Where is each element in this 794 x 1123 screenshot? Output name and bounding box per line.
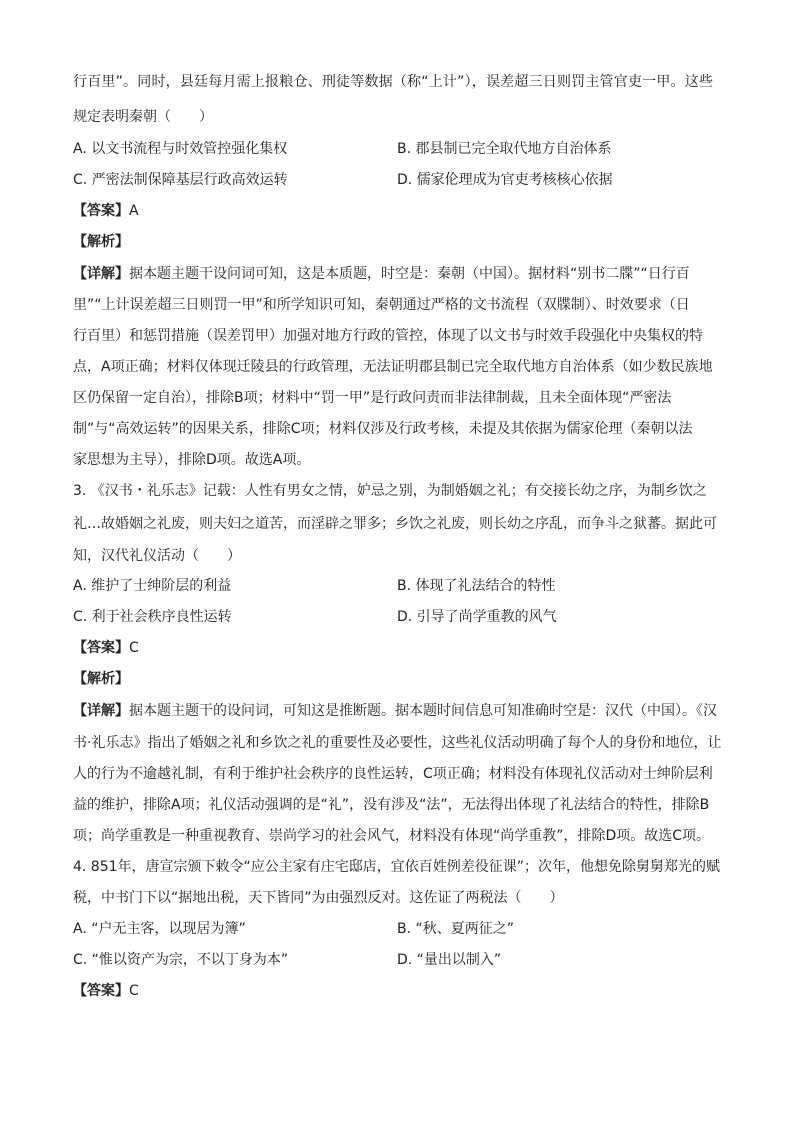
detail-tag: 【详解】 — [73, 266, 129, 282]
q2-detail-line-2: 里”“上计误差超三日则罚一甲”和所学知识可知，秦朝通过严格的文书流程（双牒制）、时效要求（日 — [73, 297, 690, 313]
q4-stem-line-1: 4. 851年，唐宣宗颁下敕令“应公主家有庄宅邸店，宜依百姓例差役征课”；次年，他想免除舅舅郑光的赋 — [73, 859, 721, 875]
q4-option-a: A. “户无主客，以现居为簿” — [73, 921, 246, 937]
detail-text: 据本题主题干设问词可知，这是本质题，时空是：秦朝（中国）。据材料“别书二牒”“日行百 — [129, 266, 690, 282]
q3-stem-line-3: 知，汉代礼仪活动（ ） — [73, 548, 241, 564]
q3-detail-line-5: 项；尚学重教是一种重视教育、崇尚学习的社会风气，材料没有体现“尚学重教”，排除D项。故选C项。 — [73, 828, 711, 844]
q2-option-c: C. 严密法制保障基层行政高效运转 — [73, 172, 288, 188]
q3-answer — [73, 638, 139, 658]
q4-option-c: C. “惟以资产为宗，不以丁身为本” — [73, 952, 289, 968]
q3-stem-line-1: 3. 《汉书・礼乐志》记载：人性有男女之情，妒忌之别，为制婚姻之礼；有交接长幼之序，为制乡饮之 — [73, 483, 707, 499]
q2-detail-line-4: 点，A项正确；材料仅体现迁陵县的行政管理，无法证明郡县制已完全取代地方自治体系（如少数民族地 — [73, 359, 713, 375]
q2-option-d: D. 儒家伦理成为官吏考核核心依据 — [397, 172, 613, 188]
answer-tag: 【答案】 — [73, 640, 129, 656]
detail-tag: 【详解】 — [73, 703, 129, 719]
answer-tag: 【答案】 — [73, 983, 129, 999]
q3-option-d: D. 引导了尚学重教的风气 — [397, 609, 557, 625]
answer-tag: 【答案】 — [73, 203, 129, 219]
q3-option-b: B. 体现了礼法结合的特性 — [397, 578, 556, 594]
answer-value: C — [129, 983, 139, 999]
q2-option-a: A. 以文书流程与时效管控强化集权 — [73, 141, 288, 157]
q4-answer — [73, 981, 139, 1001]
q3-detail-line-4: 益的维护，排除A项；礼仪活动强调的是“礼”，没有涉及“法”，无法得出体现了礼法结合的特性，排除B — [73, 797, 710, 813]
q4-stem-line-2: 税，中书门下以“据地出税，天下皆同”为由强烈反对。这佐证了两税法（ ） — [73, 890, 564, 906]
detail-text: 据本题主题干的设问词，可知这是推断题。据本题时间信息可知准确时空是：汉代（中国）。《汉 — [129, 703, 717, 719]
q3-detail-line-3: 人的行为不逾越礼制，有利于维护社会秩序的良性运转，C项正确；材料没有体现礼仪活动对士绅阶层利 — [73, 766, 713, 782]
answer-value: C — [129, 640, 139, 656]
q2-analysis-tag: 【解析】 — [73, 234, 129, 250]
q2-detail-line-6: 制”与“高效运转”的因果关系，排除C项；材料仅涉及行政考核，未提及其依据为儒家伦理（秦朝以法 — [73, 421, 693, 437]
q2-stem-line-2: 规定表明秦朝（ ） — [73, 109, 213, 125]
answer-value: A — [129, 203, 139, 219]
q2-detail-line-3: 行百里）和惩罚措施（误差罚甲）加强对地方行政的管控，体现了以文书与时效手段强化中央集权的特 — [73, 328, 703, 344]
q3-option-c: C. 利于社会秩序良性运转 — [73, 609, 232, 625]
q2-answer — [73, 201, 139, 221]
q2-detail-line-7: 家思想为主导），排除D项。故选A项。 — [73, 452, 311, 468]
q3-detail-line-1 — [73, 701, 717, 721]
q2-detail-line-5: 区仍保留一定自治），排除B项；材料中“罚一甲”是行政问责而非法律制裁，且未全面体现“严密法 — [73, 390, 672, 406]
q3-analysis-tag: 【解析】 — [73, 671, 129, 687]
q4-option-d: D. “量出以制入” — [397, 952, 502, 968]
q2-option-b: B. 郡县制已完全取代地方自治体系 — [397, 141, 612, 157]
q3-option-a: A. 维护了士绅阶层的利益 — [73, 578, 232, 594]
q3-detail-line-2: 书·礼乐志》指出了婚姻之礼和乡饮之礼的重要性及必要性，这些礼仪活动明确了每个人的身份和地位，让 — [73, 735, 722, 751]
q2-stem-line-1: 行百里”。同时，县廷每月需上报粮仓、刑徒等数据（称“上计”），误差超三日则罚主管官吏一甲。这些 — [73, 74, 714, 90]
q4-option-b: B. “秋、夏两征之” — [397, 921, 515, 937]
q3-stem-line-2: 礼…故婚姻之礼废，则夫妇之道苦，而淫辟之罪多；乡饮之礼废，则长幼之序乱，而争斗之狱蕃。据此可 — [73, 516, 717, 532]
q2-detail-line-1 — [73, 264, 690, 284]
